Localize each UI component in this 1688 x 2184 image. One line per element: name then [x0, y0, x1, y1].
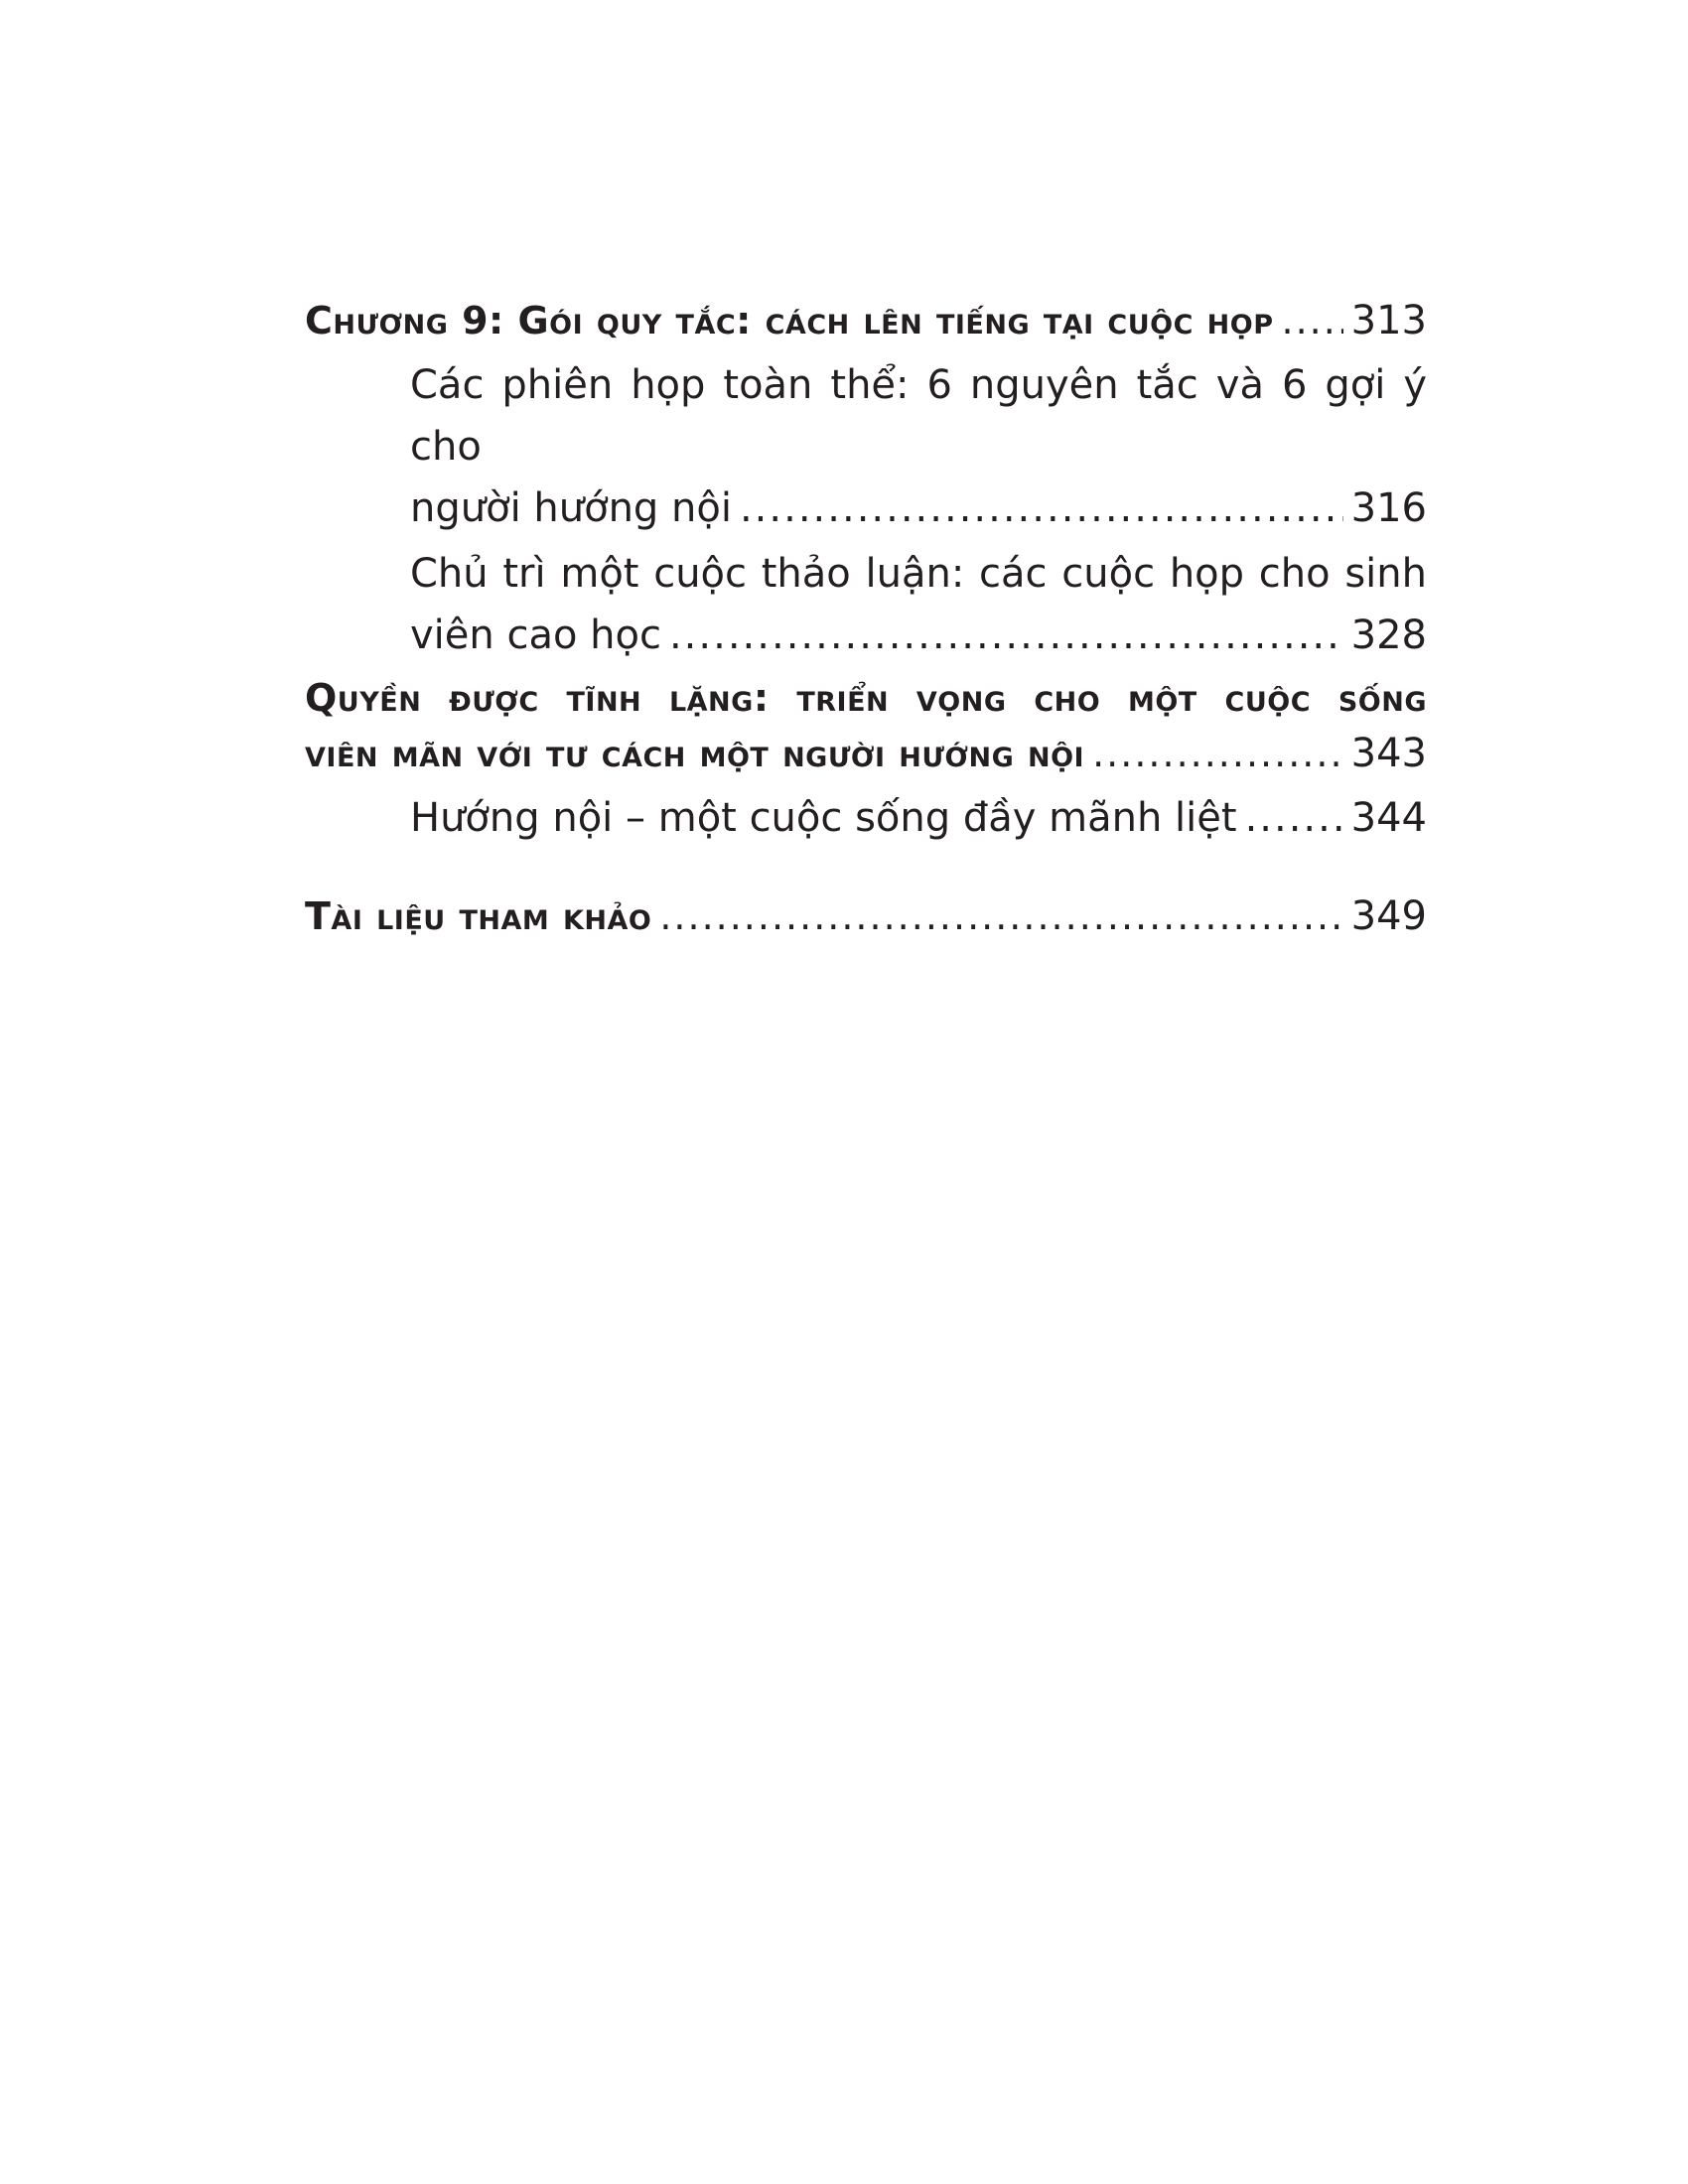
- toc-entry-right-to-quiet[interactable]: [305, 670, 1427, 781]
- dot-leader: [1092, 726, 1343, 781]
- dot-leader: [740, 478, 1343, 539]
- toc-entry-plenary-sessions[interactable]: [410, 354, 1427, 539]
- toc-entry-page: 328: [1350, 613, 1427, 658]
- toc-entry-title: Hướng nội – một cuộc sống đầy mãnh liệt: [410, 795, 1237, 841]
- toc-entry-page: 349: [1350, 893, 1427, 939]
- dot-leader: [669, 605, 1343, 666]
- toc-entry-chairing-discussion[interactable]: [410, 543, 1427, 666]
- dot-leader: [1245, 787, 1343, 849]
- toc-entry-title-line2: người hướng nội: [410, 485, 732, 531]
- toc-entry-title: Tài liệu tham khảo: [305, 894, 652, 938]
- toc-entry-title-line1: Quyền được tĩnh lặng: triển vọng cho một cuộc sống: [305, 676, 1427, 720]
- toc-entry-page: 343: [1350, 731, 1427, 776]
- toc-entry-page: 313: [1350, 298, 1427, 343]
- toc-entry-title-line2: viên cao học: [410, 613, 661, 658]
- toc-entry-page: 316: [1350, 485, 1427, 531]
- toc-entry-chapter-9[interactable]: [305, 293, 1427, 348]
- toc-entry-title-line1: Các phiên họp toàn thể: 6 nguyên tắc và 6 gợi ý cho: [410, 362, 1427, 470]
- table-of-contents: [305, 293, 1427, 944]
- toc-entry-title: Chương 9: Gói quy tắc: cách lên tiếng tại cuộc họp: [305, 299, 1274, 342]
- dot-leader: [659, 888, 1342, 944]
- toc-entry-intense-life[interactable]: [410, 787, 1427, 849]
- toc-entry-references[interactable]: [305, 888, 1427, 944]
- dot-leader: [1282, 293, 1343, 348]
- toc-entry-title-line1: Chủ trì một cuộc thảo luận: các cuộc họp cho sinh: [410, 551, 1427, 597]
- toc-entry-page: 344: [1350, 795, 1427, 841]
- toc-entry-title-line2: viên mãn với tư cách một người hướng nội: [305, 732, 1085, 775]
